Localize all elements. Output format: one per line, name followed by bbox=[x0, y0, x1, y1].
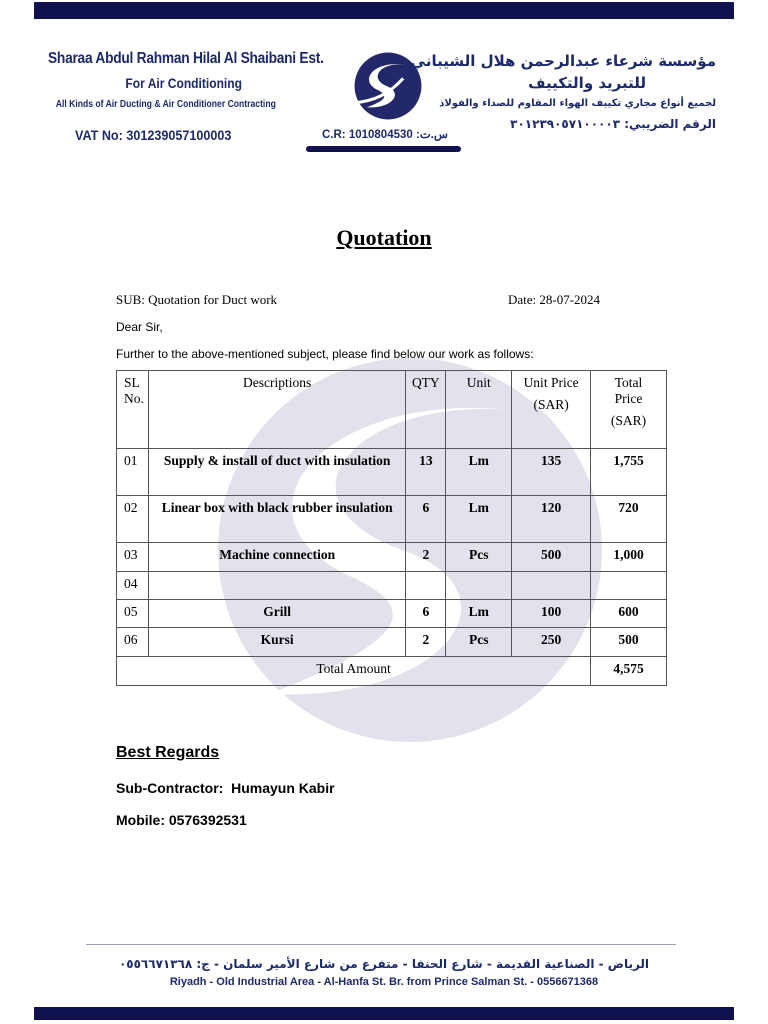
table-row bbox=[117, 572, 667, 600]
header-sl: SL No. bbox=[117, 371, 149, 449]
row-sl: 05 bbox=[117, 600, 149, 628]
header-descriptions: Descriptions bbox=[148, 371, 405, 449]
footer-address-en: Riyadh - Old Industrial Area - Al-Hanfa St. Br. from Prince Salman St. - 0556671368 bbox=[169, 976, 599, 988]
salutation: Dear Sir, bbox=[116, 320, 163, 334]
row-unit-price bbox=[512, 572, 591, 600]
row-unit-price: 135 bbox=[512, 449, 591, 496]
company-tagline-en: For Air Conditioning bbox=[125, 75, 242, 91]
row-description: Kursi bbox=[148, 628, 405, 657]
row-unit bbox=[446, 572, 512, 600]
row-total: 1,000 bbox=[591, 543, 667, 572]
row-sl: 06 bbox=[117, 628, 149, 657]
closing-regards: Best Regards bbox=[116, 744, 220, 761]
header-total-price-label: Total Price bbox=[614, 375, 643, 406]
row-total: 720 bbox=[591, 496, 667, 543]
header-total-price-currency: (SAR) bbox=[610, 413, 647, 428]
row-total: 500 bbox=[591, 628, 667, 657]
cr-underline-bar bbox=[306, 146, 461, 152]
row-description bbox=[148, 572, 405, 600]
mobile-number: Mobile: 0576392531 bbox=[116, 812, 247, 828]
row-unit-price: 120 bbox=[512, 496, 591, 543]
footer-address-ar: الرياض - الصناعية القديمة - شارع الحنفا - متفرع من شارع الأمير سلمان - ج: ٠٥٥٦٦٧١٣٦٨ bbox=[118, 957, 650, 971]
footer-divider bbox=[86, 944, 676, 945]
row-unit-price: 100 bbox=[512, 600, 591, 628]
bottom-border-bar bbox=[34, 1007, 734, 1020]
company-name-ar: مؤسسة شرعاء عبدالرحمن هلال الشيباني bbox=[410, 52, 716, 70]
intro-text: Further to the above-mentioned subject, please find below our work as follows: bbox=[116, 347, 534, 361]
subject-line: SUB: Quotation for Duct work bbox=[116, 292, 278, 307]
row-unit: Lm bbox=[446, 600, 512, 628]
row-sl: 04 bbox=[117, 572, 149, 600]
header-total-price bbox=[591, 371, 667, 449]
table-row bbox=[117, 449, 667, 496]
row-qty: 6 bbox=[406, 496, 446, 543]
row-qty: 6 bbox=[406, 600, 446, 628]
header-unit: Unit bbox=[446, 371, 512, 449]
row-qty bbox=[406, 572, 446, 600]
table-row bbox=[117, 543, 667, 572]
company-services-en: All Kinds of Air Ducting & Air Conditioner Contracting bbox=[55, 99, 276, 110]
row-unit-price: 250 bbox=[512, 628, 591, 657]
document-title: Quotation bbox=[336, 225, 432, 250]
header-qty: QTY bbox=[406, 371, 446, 449]
company-services-ar: لجميع أنواع مجاري تكييف الهواء المقاوم للصداء والفولاذ bbox=[439, 98, 716, 109]
company-name-en: Sharaa Abdul Rahman Hilal Al Shaibani Est. bbox=[48, 50, 324, 67]
vat-number: VAT No: 301239057100003 bbox=[75, 127, 232, 143]
commercial-registration: C.R: 1010804530 :س.ت bbox=[322, 129, 448, 141]
row-sl: 01 bbox=[117, 449, 149, 496]
header-unit-price-label: Unit Price bbox=[523, 375, 579, 390]
row-total: 1,755 bbox=[591, 449, 667, 496]
row-description: Machine connection bbox=[148, 543, 405, 572]
row-description: Grill bbox=[148, 600, 405, 628]
total-row bbox=[117, 657, 667, 686]
row-qty: 2 bbox=[406, 543, 446, 572]
top-border-bar bbox=[34, 2, 734, 19]
row-qty: 13 bbox=[406, 449, 446, 496]
row-qty: 2 bbox=[406, 628, 446, 657]
table-row bbox=[117, 628, 667, 657]
tax-number-ar: الرقم الضريبي: ٣٠١٢٣٩٠٥٧١٠٠٠٠٣ bbox=[510, 117, 716, 131]
row-total bbox=[591, 572, 667, 600]
company-header-ar bbox=[410, 52, 716, 131]
table-header-row bbox=[117, 371, 667, 449]
row-unit-price: 500 bbox=[512, 543, 591, 572]
table-row bbox=[117, 496, 667, 543]
header-unit-price bbox=[512, 371, 591, 449]
company-header-en bbox=[48, 50, 324, 110]
row-sl: 02 bbox=[117, 496, 149, 543]
row-unit: Pcs bbox=[446, 628, 512, 657]
subcontractor-name: Sub-Contractor: Humayun Kabir bbox=[116, 780, 335, 796]
total-amount-label: Total Amount bbox=[117, 657, 591, 686]
quotation-table bbox=[116, 370, 667, 686]
row-total: 600 bbox=[591, 600, 667, 628]
row-description: Linear box with black rubber insulation bbox=[148, 496, 405, 543]
total-amount-value: 4,575 bbox=[591, 657, 667, 686]
table-row bbox=[117, 600, 667, 628]
row-unit: Lm bbox=[446, 449, 512, 496]
row-unit: Pcs bbox=[446, 543, 512, 572]
document-date: Date: 28-07-2024 bbox=[508, 292, 601, 307]
company-tagline-ar: للتبريد والتكييف bbox=[528, 74, 646, 92]
row-description: Supply & install of duct with insulation bbox=[148, 449, 405, 496]
row-sl: 03 bbox=[117, 543, 149, 572]
row-unit: Lm bbox=[446, 496, 512, 543]
header-unit-price-currency: (SAR) bbox=[533, 397, 569, 412]
